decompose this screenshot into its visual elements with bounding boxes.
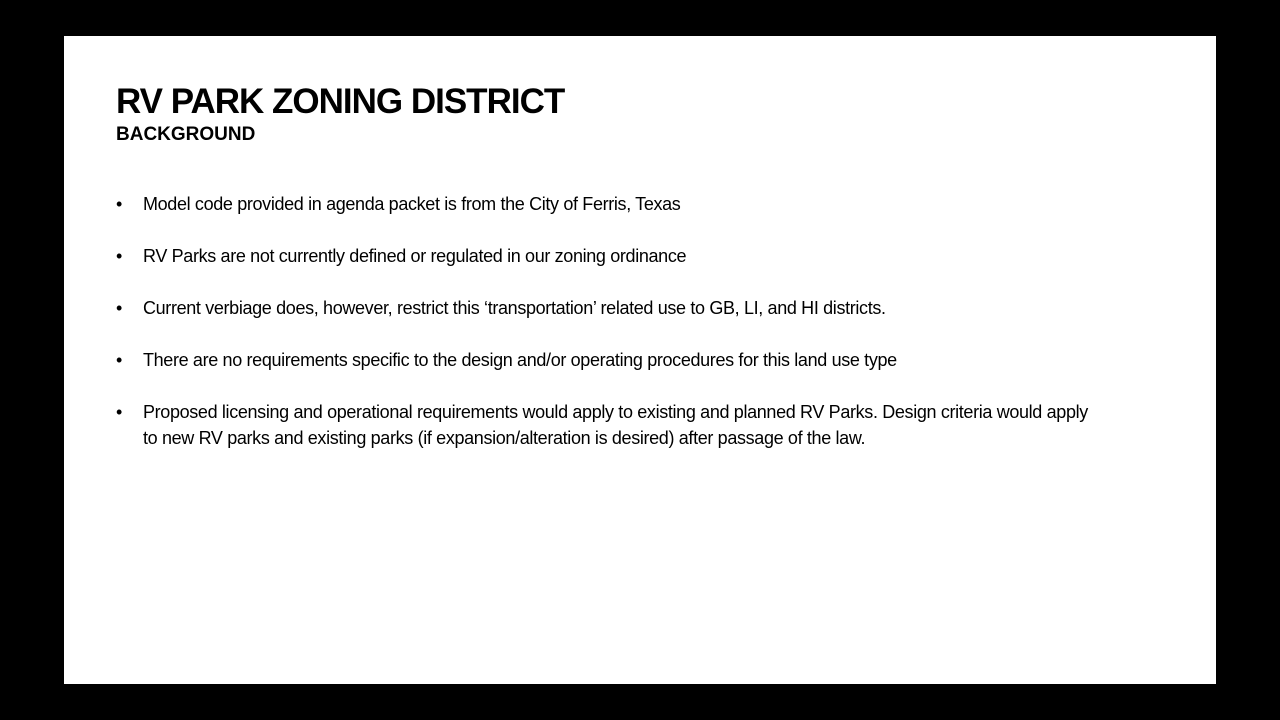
- bullet-icon: •: [116, 246, 122, 266]
- bullet-item: [116, 243, 1096, 269]
- bullet-icon: •: [116, 298, 122, 318]
- bullet-text: There are no requirements specific to the design and/or operating procedures for this land use type: [143, 350, 897, 370]
- bullet-icon: •: [116, 194, 122, 214]
- slide: [64, 36, 1216, 684]
- bullet-text: Model code provided in agenda packet is from the City of Ferris, Texas: [143, 194, 681, 214]
- slide-subtitle: BACKGROUND: [116, 124, 256, 145]
- bullet-text: Proposed licensing and operational requirements would apply to existing and planned RV Parks. Design criteria would apply to new RV parks and existing parks (if expansion/alteration is desired) after passage of the law.: [143, 402, 1088, 448]
- bullet-item: [116, 399, 1096, 451]
- bullet-text: RV Parks are not currently defined or regulated in our zoning ordinance: [143, 246, 687, 266]
- bullet-item: [116, 295, 1096, 321]
- bullet-text: Current verbiage does, however, restrict this ‘transportation’ related use to GB, LI, and HI districts.: [143, 298, 886, 318]
- slide-title: RV PARK ZONING DISTRICT: [116, 82, 565, 121]
- bullet-icon: •: [116, 402, 122, 422]
- bullet-icon: •: [116, 350, 122, 370]
- bullet-list: [116, 191, 1096, 477]
- bullet-item: [116, 347, 1096, 373]
- bullet-item: [116, 191, 1096, 217]
